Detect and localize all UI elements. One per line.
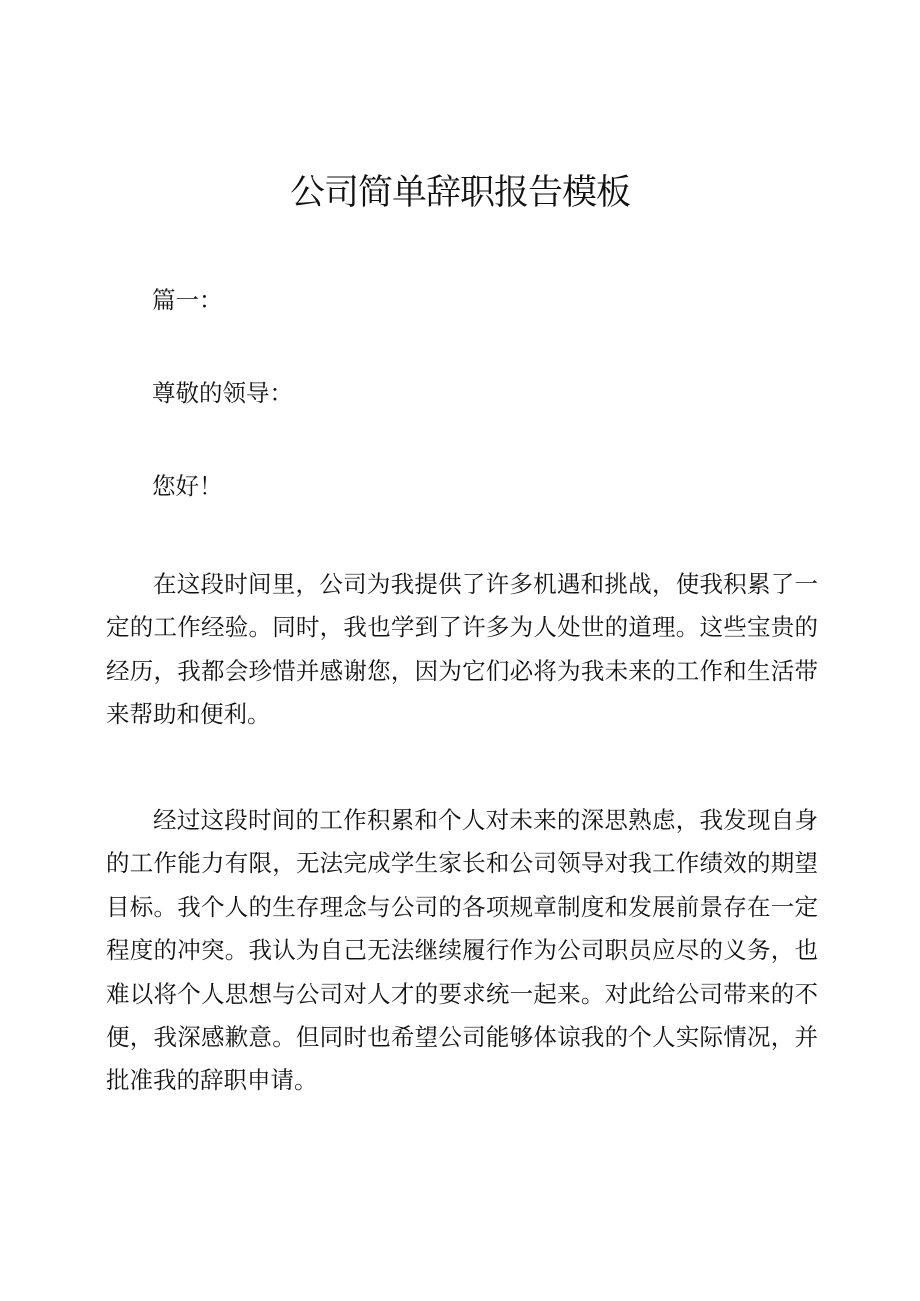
section-label: 篇一： — [152, 286, 223, 314]
body-paragraph-1: 在这段时间里，公司为我提供了许多机遇和挑战，使我积累了一定的工作经验。同时，我也学到了许多为人处世的道理。这些宝贵的经历，我都会珍惜并感谢您，因为它们必将为我未来的工作和生活带来帮助和便利。 — [106, 570, 818, 729]
body-paragraph-2: 经过这段时间的工作积累和个人对未来的深思熟虑，我发现自身的工作能力有限，无法完成学生家长和公司领导对我工作绩效的期望目标。我个人的生存理念与公司的各项规章制度和发展前景存在一定程度的冲突。我认为自己无法继续履行作为公司职员应尽的义务，也难以将个人思想与公司对人才的要求统一起来。对此给公司带来的不便，我深感歉意。但同时也希望公司能够体谅我的个人实际情况，并批准我的辞职申请。 — [106, 806, 818, 1095]
greeting: 您好！ — [152, 472, 223, 500]
salutation: 尊敬的领导： — [152, 379, 293, 407]
document-title: 公司简单辞职报告模板 — [289, 173, 630, 213]
